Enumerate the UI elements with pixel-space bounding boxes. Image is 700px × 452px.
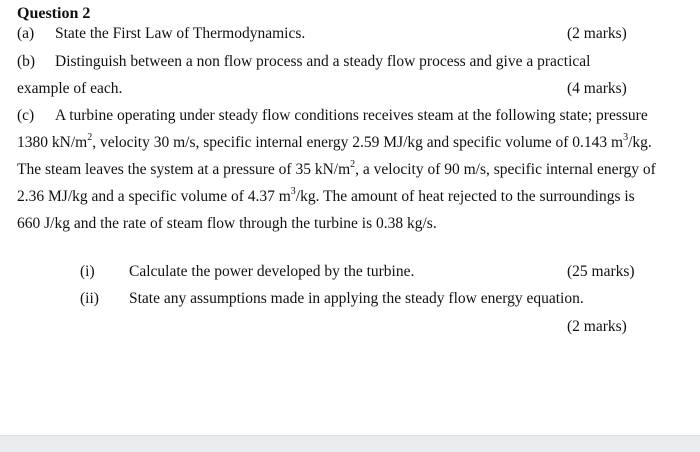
part-b-line2: example of each. [17, 80, 123, 97]
part-c-line3 [17, 160, 656, 180]
part-c-label: (c) [17, 107, 35, 124]
part-c-line4 [17, 187, 635, 207]
question-title: Question 2 [17, 5, 91, 22]
c-l2-b: , velocity 30 m/s, specific internal energy 2.59 MJ/kg and specific volume of 0.143 m [92, 134, 624, 151]
c-l2-a: 1380 kN/m [17, 134, 88, 151]
c-l3-b: , a velocity of 90 m/s, specific internal energy of [355, 161, 656, 178]
c-l3-sup2: 2 [350, 158, 356, 170]
part-c-ii-label: (ii) [80, 290, 99, 307]
part-a-marks: (2 marks) [567, 25, 627, 42]
part-c-ii-text: State any assumptions made in applying the steady flow energy equation. [129, 290, 584, 307]
c-l2-sup3: 3 [623, 131, 629, 143]
part-c-line2 [17, 133, 652, 153]
part-a-label: (a) [17, 25, 35, 42]
part-c-line5: 660 J/kg and the rate of steam flow through the turbine is 0.38 kg/s. [17, 215, 437, 232]
part-b-text: Distinguish between a non flow process and a steady flow process and give a practical [55, 53, 591, 70]
c-l4-sup3: 3 [290, 185, 296, 197]
part-c-i-marks: (25 marks) [567, 263, 635, 280]
c-l4-b: /kg. The amount of heat rejected to the surroundings is [295, 188, 635, 205]
part-c-i-text: Calculate the power developed by the turbine. [129, 263, 415, 280]
part-b-marks: (4 marks) [567, 80, 627, 97]
c-l4-a: 2.36 MJ/kg and a specific volume of 4.37 m [17, 188, 291, 205]
part-a-text: State the First Law of Thermodynamics. [55, 25, 306, 42]
bottom-bar [0, 435, 700, 452]
part-b-label: (b) [17, 53, 36, 70]
c-l3-a: The steam leaves the system at a pressure of 35 kN/m [17, 161, 351, 178]
c-l2-c: /kg. [628, 134, 652, 151]
part-c-ii-marks: (2 marks) [567, 318, 627, 335]
part-c-i-label: (i) [80, 263, 95, 280]
c-l2-sup2: 2 [87, 131, 93, 143]
part-c-text: A turbine operating under steady flow conditions receives steam at the following state; pressure [55, 107, 648, 124]
